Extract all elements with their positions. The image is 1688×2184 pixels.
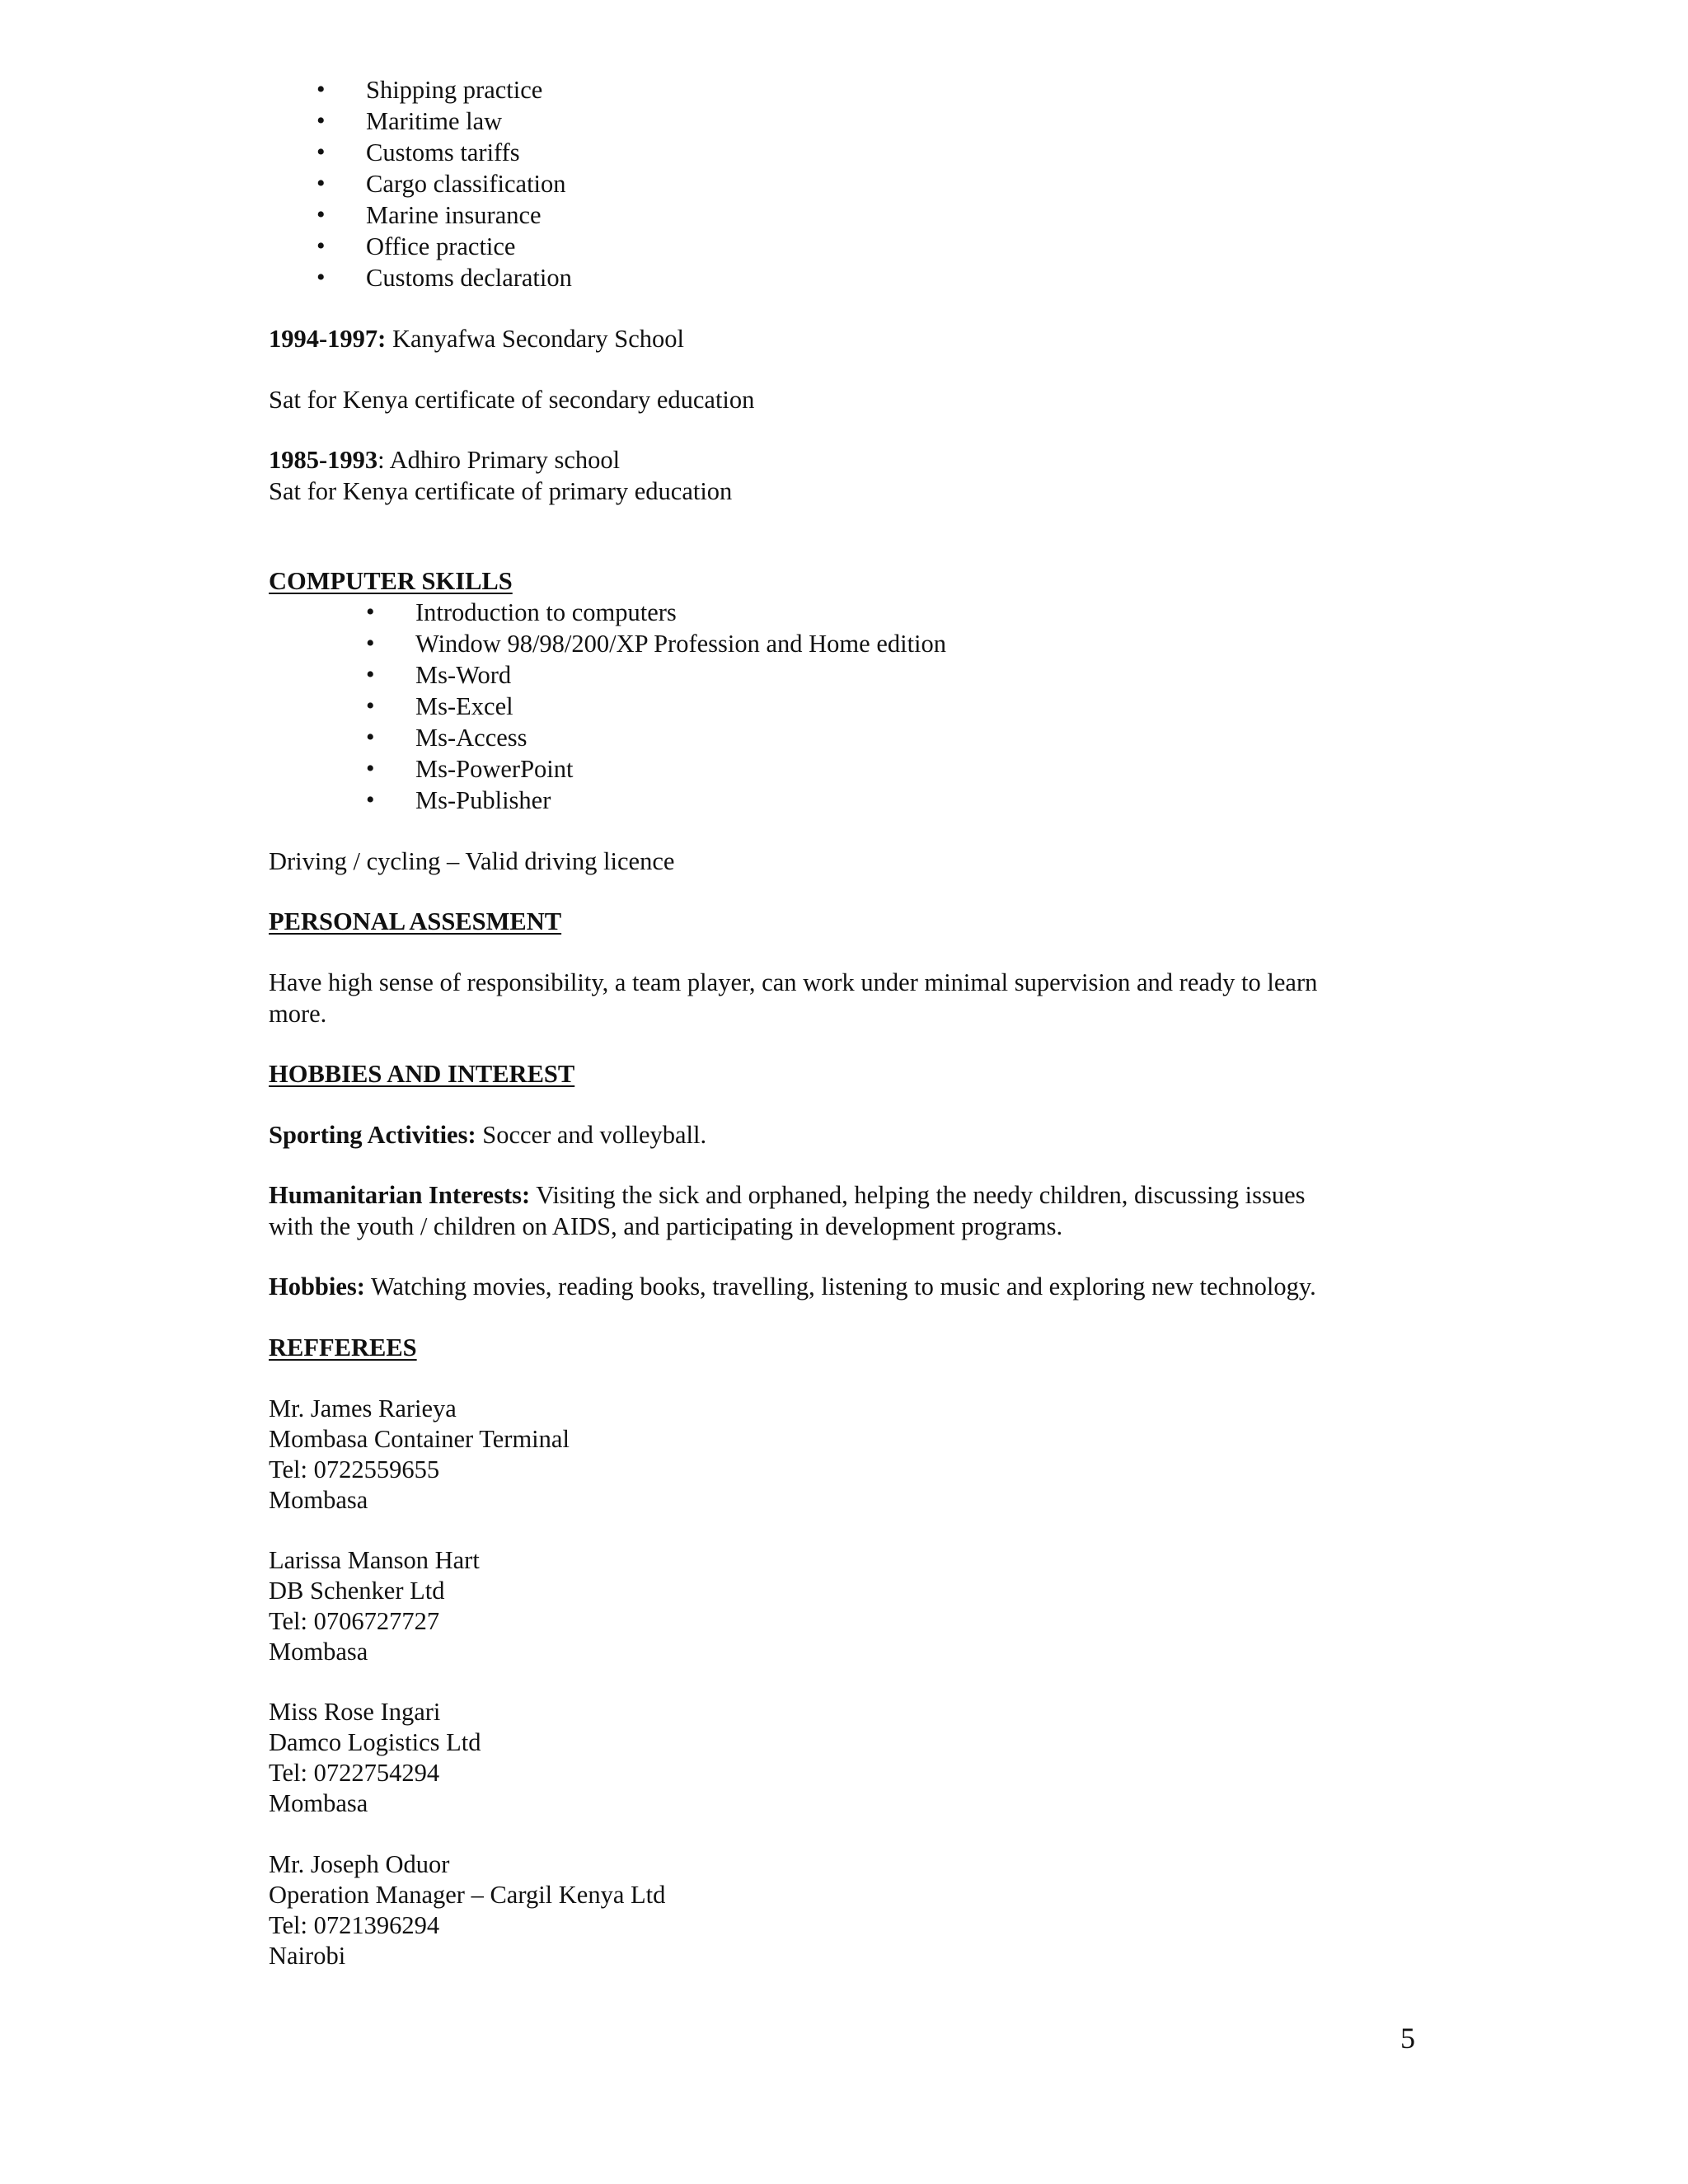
course-item: Customs declaration bbox=[366, 264, 572, 292]
humanitarian-label: Humanitarian Interests: bbox=[269, 1181, 531, 1209]
hobbies-line bbox=[269, 1271, 1316, 1302]
computer-skills-heading: COMPUTER SKILLS bbox=[269, 567, 513, 595]
skill-item: Ms-Excel bbox=[415, 692, 513, 720]
bullet-icon: • bbox=[316, 201, 326, 228]
referee-city: Mombasa bbox=[269, 1638, 368, 1666]
referee-organization: Damco Logistics Ltd bbox=[269, 1728, 481, 1756]
page-number: 5 bbox=[1400, 2022, 1415, 2055]
referee-organization: Mombasa Container Terminal bbox=[269, 1425, 570, 1453]
secondary-school-line bbox=[269, 323, 684, 354]
skill-item: Ms-PowerPoint bbox=[415, 755, 574, 783]
course-item: Customs tariffs bbox=[366, 138, 520, 166]
referees-heading: REFFEREES bbox=[269, 1333, 417, 1361]
sporting-text: Soccer and volleyball. bbox=[476, 1121, 707, 1149]
bullet-icon: • bbox=[316, 264, 326, 291]
primary-note: Sat for Kenya certificate of primary education bbox=[269, 477, 733, 505]
referee-city: Mombasa bbox=[269, 1486, 368, 1514]
secondary-school-name: Kanyafwa Secondary School bbox=[386, 325, 684, 353]
referee-organization: DB Schenker Ltd bbox=[269, 1577, 445, 1605]
bullet-icon: • bbox=[316, 138, 326, 166]
referee-phone: Tel: 0722754294 bbox=[269, 1759, 440, 1787]
bullet-icon: • bbox=[316, 232, 326, 260]
referee-name: Larissa Manson Hart bbox=[269, 1546, 480, 1574]
referee-organization: Operation Manager – Cargil Kenya Ltd bbox=[269, 1881, 666, 1909]
primary-school-name: : Adhiro Primary school bbox=[377, 446, 621, 474]
primary-years: 1985-1993 bbox=[269, 446, 378, 474]
personal-assessment-text: Have high sense of responsibility, a team player, can work under minimal supervision and ready to learn bbox=[269, 968, 1318, 996]
personal-assessment-heading: PERSONAL ASSESMENT bbox=[269, 907, 562, 935]
course-item: Office practice bbox=[366, 232, 516, 260]
referee-name: Mr. James Rarieya bbox=[269, 1394, 457, 1422]
bullet-icon: • bbox=[366, 724, 375, 751]
bullet-icon: • bbox=[366, 755, 375, 782]
course-item: Cargo classification bbox=[366, 170, 566, 198]
skill-item: Ms-Access bbox=[415, 724, 528, 752]
sporting-label: Sporting Activities: bbox=[269, 1121, 476, 1149]
hobbies-heading: HOBBIES AND INTEREST bbox=[269, 1060, 575, 1088]
bullet-icon: • bbox=[316, 170, 326, 197]
skill-item: Introduction to computers bbox=[415, 598, 677, 626]
primary-school-line bbox=[269, 444, 620, 476]
humanitarian-text: Visiting the sick and orphaned, helping the needy children, discussing issues bbox=[530, 1181, 1306, 1209]
skill-item: Window 98/98/200/XP Profession and Home edition bbox=[415, 630, 947, 658]
course-item: Maritime law bbox=[366, 107, 503, 135]
hobbies-label: Hobbies: bbox=[269, 1272, 365, 1301]
referee-name: Miss Rose Ingari bbox=[269, 1698, 441, 1726]
referee-phone: Tel: 0706727727 bbox=[269, 1607, 440, 1635]
bullet-icon: • bbox=[316, 76, 326, 103]
course-item: Shipping practice bbox=[366, 76, 543, 104]
humanitarian-line bbox=[269, 1179, 1306, 1211]
driving-line: Driving / cycling – Valid driving licence bbox=[269, 847, 675, 875]
referee-phone: Tel: 0722559655 bbox=[269, 1455, 440, 1483]
secondary-years: 1994-1997: bbox=[269, 325, 387, 353]
bullet-icon: • bbox=[366, 786, 375, 813]
referee-city: Mombasa bbox=[269, 1789, 368, 1817]
humanitarian-line-cont: with the youth / children on AIDS, and participating in development programs. bbox=[269, 1212, 1063, 1240]
personal-assessment-text-cont: more. bbox=[269, 1000, 327, 1028]
bullet-icon: • bbox=[366, 692, 375, 719]
referee-name: Mr. Joseph Oduor bbox=[269, 1850, 450, 1878]
sporting-activities-line bbox=[269, 1119, 706, 1151]
skill-item: Ms-Word bbox=[415, 661, 512, 689]
referee-city: Nairobi bbox=[269, 1942, 346, 1970]
course-item: Marine insurance bbox=[366, 201, 542, 229]
referee-phone: Tel: 0721396294 bbox=[269, 1911, 440, 1939]
secondary-note: Sat for Kenya certificate of secondary education bbox=[269, 386, 755, 414]
hobbies-text: Watching movies, reading books, travelling, listening to music and exploring new technology. bbox=[364, 1272, 1316, 1301]
skill-item: Ms-Publisher bbox=[415, 786, 551, 814]
bullet-icon: • bbox=[316, 107, 326, 134]
bullet-icon: • bbox=[366, 630, 375, 657]
bullet-icon: • bbox=[366, 598, 375, 626]
bullet-icon: • bbox=[366, 661, 375, 688]
